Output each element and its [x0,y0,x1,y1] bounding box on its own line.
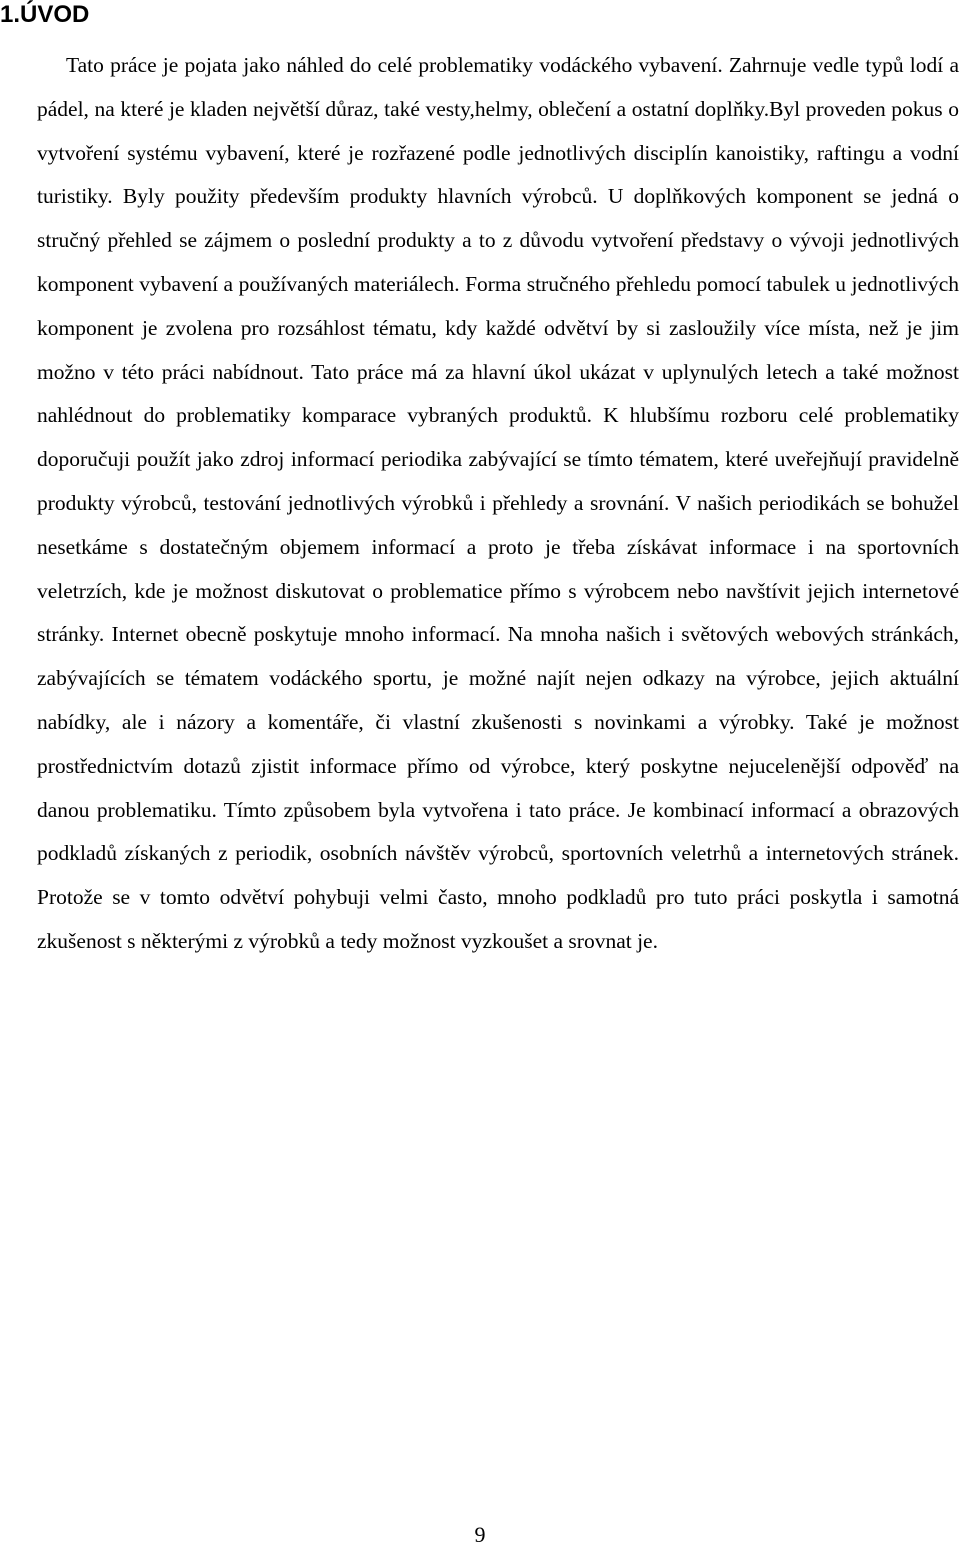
section-heading: 1.ÚVOD [0,1,90,28]
page-number: 9 [474,1522,486,1547]
body-paragraph: Tato práce je pojata jako náhled do celé problematiky vodáckého vybavení. Zahrnuje vedle typů lodí a pádel, na které je kladen největší důraz, také vesty,helmy, oblečení a ostatní doplňky.Byl proveden pokus o vytvoření systému vybavení, které je rozřazené podle jednotlivých disciplín kanoistiky, raftingu a vodní turistiky. Byly použity především produkty hlavních výrobců. U doplňkových komponent se jedná o stručný přehled se zájmem o poslední produkty a to z důvodu vytvoření představy o vývoji jednotlivých komponent vybavení a používaných materiálech. Forma stručného přehledu pomocí tabulek u jednotlivých komponent je zvolena pro rozsáhlost tématu, kdy každé odvětví by si zasloužily více místa, než je jim možno v této práci nabídnout. Tato práce má za hlavní úkol ukázat v uplynulých letech a také možnost nahlédnout do problematiky komparace vybraných produktů. K hlubšímu rozboru celé problematiky doporučuji použít jako zdroj informací periodika zabývající se tímto tématem, které uveřejňují pravidelně produkty výrobců, testování jednotlivých výrobků i přehledy a srovnání. V našich periodikách se bohužel nesetkáme s dostatečným objemem informací a proto je třeba získávat informace i na sportovních veletrzích, kde je možnost diskutovat o problematice přímo s výrobcem nebo navštívit jejich internetové stránky. Internet obecně poskytuje mnoho informací. Na mnoha našich i světových webových stránkách, zabývajících se tématem vodáckého sportu, je možné najít nejen odkazy na výrobce, jejich aktuální nabídky, ale i názory a komentáře, či vlastní zkušenosti s novinkami a výrobky. Také je možnost prostřednictvím dotazů zjistit informace přímo od výrobce, který poskytne nejucelenější odpověď na danou problematiku. Tímto způsobem byla vytvořena i tato práce. Je kombinací informací a obrazových podkladů získaných z periodik, osobních návštěv výrobců, sportovních veletrhů a internetových stránek. Protože se v tomto odvětví pohybuji velmi často, mnoho podkladů pro tuto práci poskytla i samotná zkušenost s některými z výrobků a tedy možnost vyzkoušet a srovnat je. [37,53,959,953]
